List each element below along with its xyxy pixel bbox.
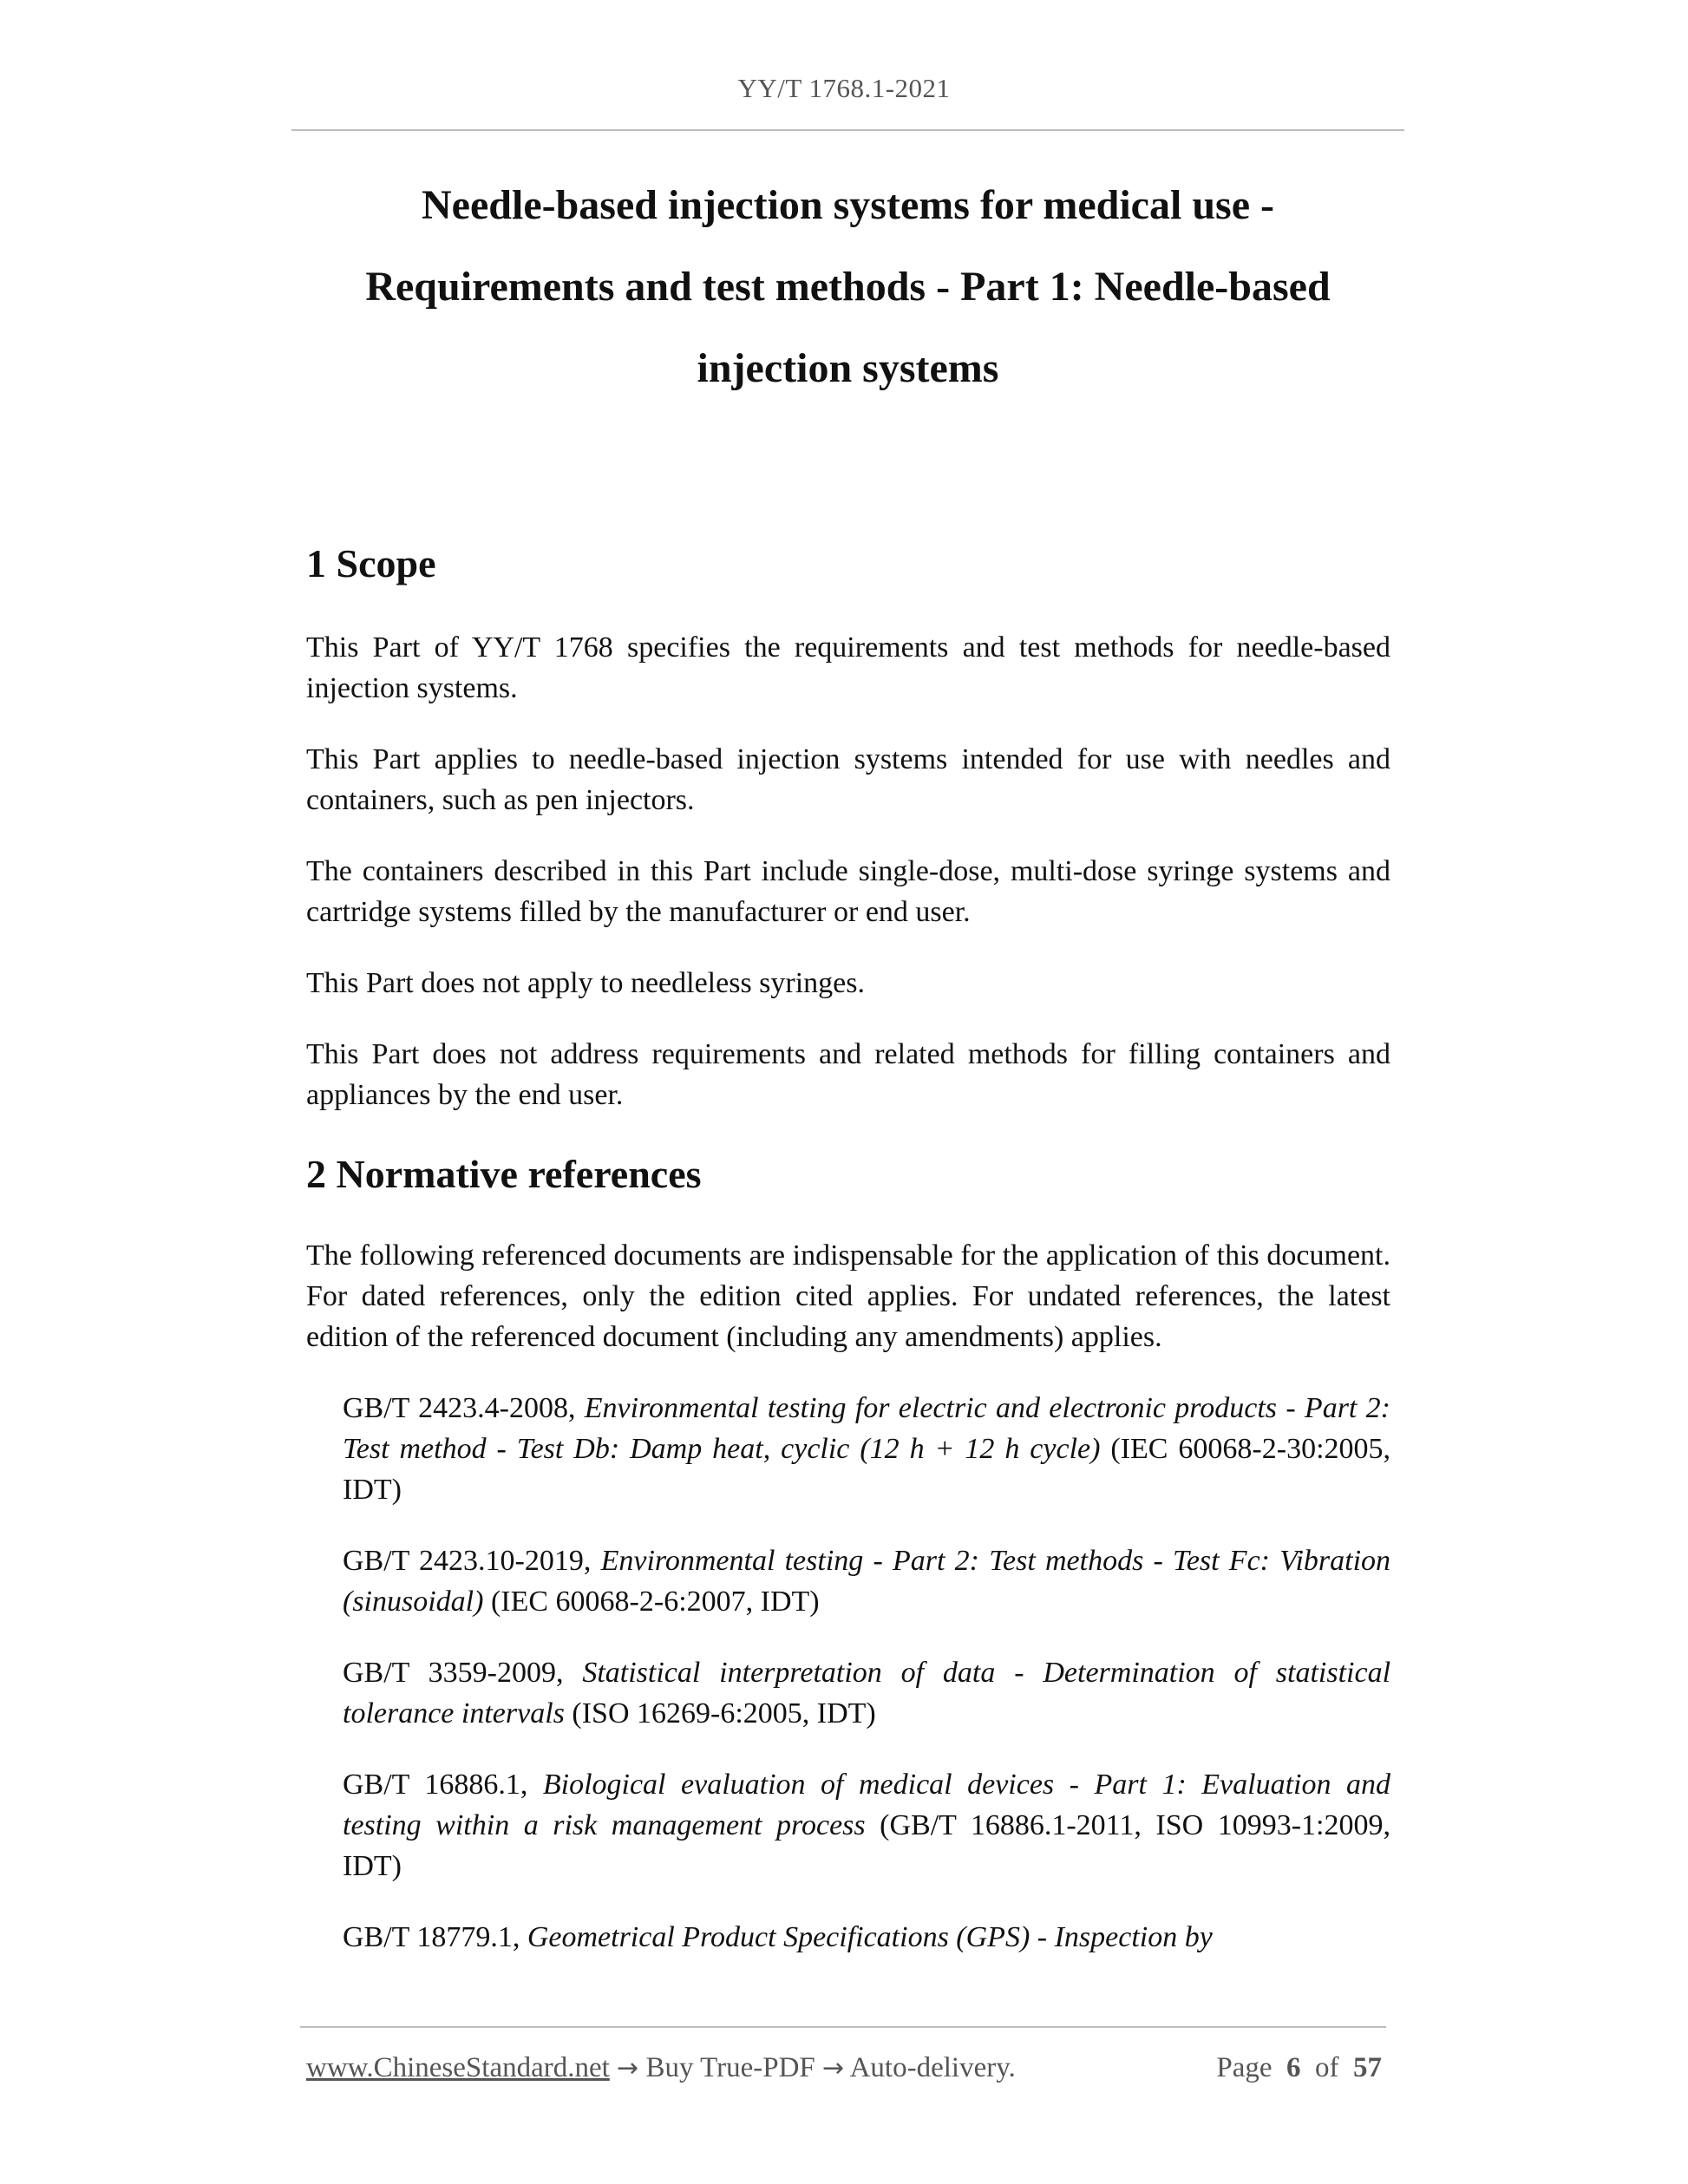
- reference-note: (IEC 60068-2-30:2005, IDT): [343, 1433, 1391, 1506]
- reference-list: [306, 1388, 1390, 1958]
- reference-code: GB/T 3359-2009,: [343, 1657, 564, 1689]
- page-current: 6: [1286, 2052, 1301, 2083]
- reference-title: Environmental testing for electric and electronic products - Part 2: Test method - Test Db: Damp heat, cyclic (12 h + 12 h cycle): [343, 1392, 1390, 1465]
- reference-note: (GB/T 16886.1-2011, ISO 10993-1:2009, IDT): [343, 1809, 1391, 1882]
- header-divider: [291, 129, 1404, 131]
- scope-paragraph-4: This Part does not apply to needleless syringes.: [306, 967, 866, 999]
- header-standard-code: YY/T 1768.1-2021: [737, 73, 951, 103]
- title-line-2: Requirements and test methods - Part 1: Needle-based: [365, 264, 1331, 310]
- section-heading-normative-references: 2 Normative references: [306, 1152, 702, 1196]
- reference-code: GB/T 2423.4-2008,: [343, 1392, 576, 1424]
- buy-true-pdf-text: Buy True-PDF: [645, 2052, 815, 2083]
- title-line-1: Needle-based injection systems for medical use -: [422, 182, 1274, 228]
- references-intro-paragraph: The following referenced documents are indispensable for the application of this document. For dated references, only the edition cited applies. For undated references, the latest edition of the referenced document (including any amendments) applies.: [306, 1239, 1390, 1353]
- footer-promo: [306, 2050, 1016, 2086]
- reference-note: (IEC 60068-2-6:2007, IDT): [490, 1586, 820, 1618]
- reference-code: GB/T 18779.1,: [343, 1921, 520, 1953]
- arrow-right-icon: →: [822, 2053, 845, 2083]
- of-label: of: [1315, 2052, 1339, 2083]
- reference-title: Geometrical Product Specifications (GPS) - Inspection by: [527, 1921, 1213, 1953]
- page-total: 57: [1353, 2052, 1382, 2083]
- page-label: Page: [1216, 2052, 1273, 2083]
- footer-divider: [300, 2026, 1386, 2028]
- reference-title: Statistical interpretation of data - Determination of statistical tolerance intervals: [343, 1657, 1391, 1730]
- scope-paragraph-3: The containers described in this Part include single-dose, multi-dose syringe systems and cartridge systems filled by the manufacturer or end user.: [306, 855, 1390, 928]
- scope-paragraph-2: This Part applies to needle-based injection systems intended for use with needles and containers, such as pen injectors.: [306, 743, 1390, 816]
- scope-paragraph-1: This Part of YY/T 1768 specifies the requirements and test methods for needle-based injection systems.: [306, 631, 1390, 704]
- arrow-right-icon: →: [617, 2053, 639, 2083]
- website-link[interactable]: www.ChineseStandard.net: [306, 2052, 610, 2083]
- page-number: [1216, 2050, 1382, 2085]
- document-title: [291, 165, 1404, 409]
- reference-item: [343, 1652, 1390, 1734]
- reference-note: (ISO 16269-6:2005, IDT): [572, 1697, 876, 1730]
- reference-item: [343, 1764, 1390, 1886]
- reference-item: [343, 1917, 1390, 1958]
- section-heading-scope: 1 Scope: [306, 541, 436, 585]
- title-line-3: injection systems: [697, 345, 999, 391]
- document-body: [306, 520, 1390, 1958]
- reference-item: [343, 1388, 1390, 1510]
- reference-title: Biological evaluation of medical devices - Part 1: Evaluation and testing within a risk management process: [343, 1769, 1390, 1841]
- reference-item: [343, 1540, 1390, 1622]
- reference-code: GB/T 16886.1,: [343, 1769, 528, 1801]
- scope-paragraph-5: This Part does not address requirements and related methods for filling containers and appliances by the end user.: [306, 1038, 1390, 1111]
- reference-code: GB/T 2423.10-2019,: [343, 1545, 592, 1577]
- auto-delivery-text: Auto-delivery.: [849, 2052, 1016, 2083]
- reference-title: Environmental testing - Part 2: Test methods - Test Fc: Vibration (sinusoidal): [343, 1545, 1391, 1618]
